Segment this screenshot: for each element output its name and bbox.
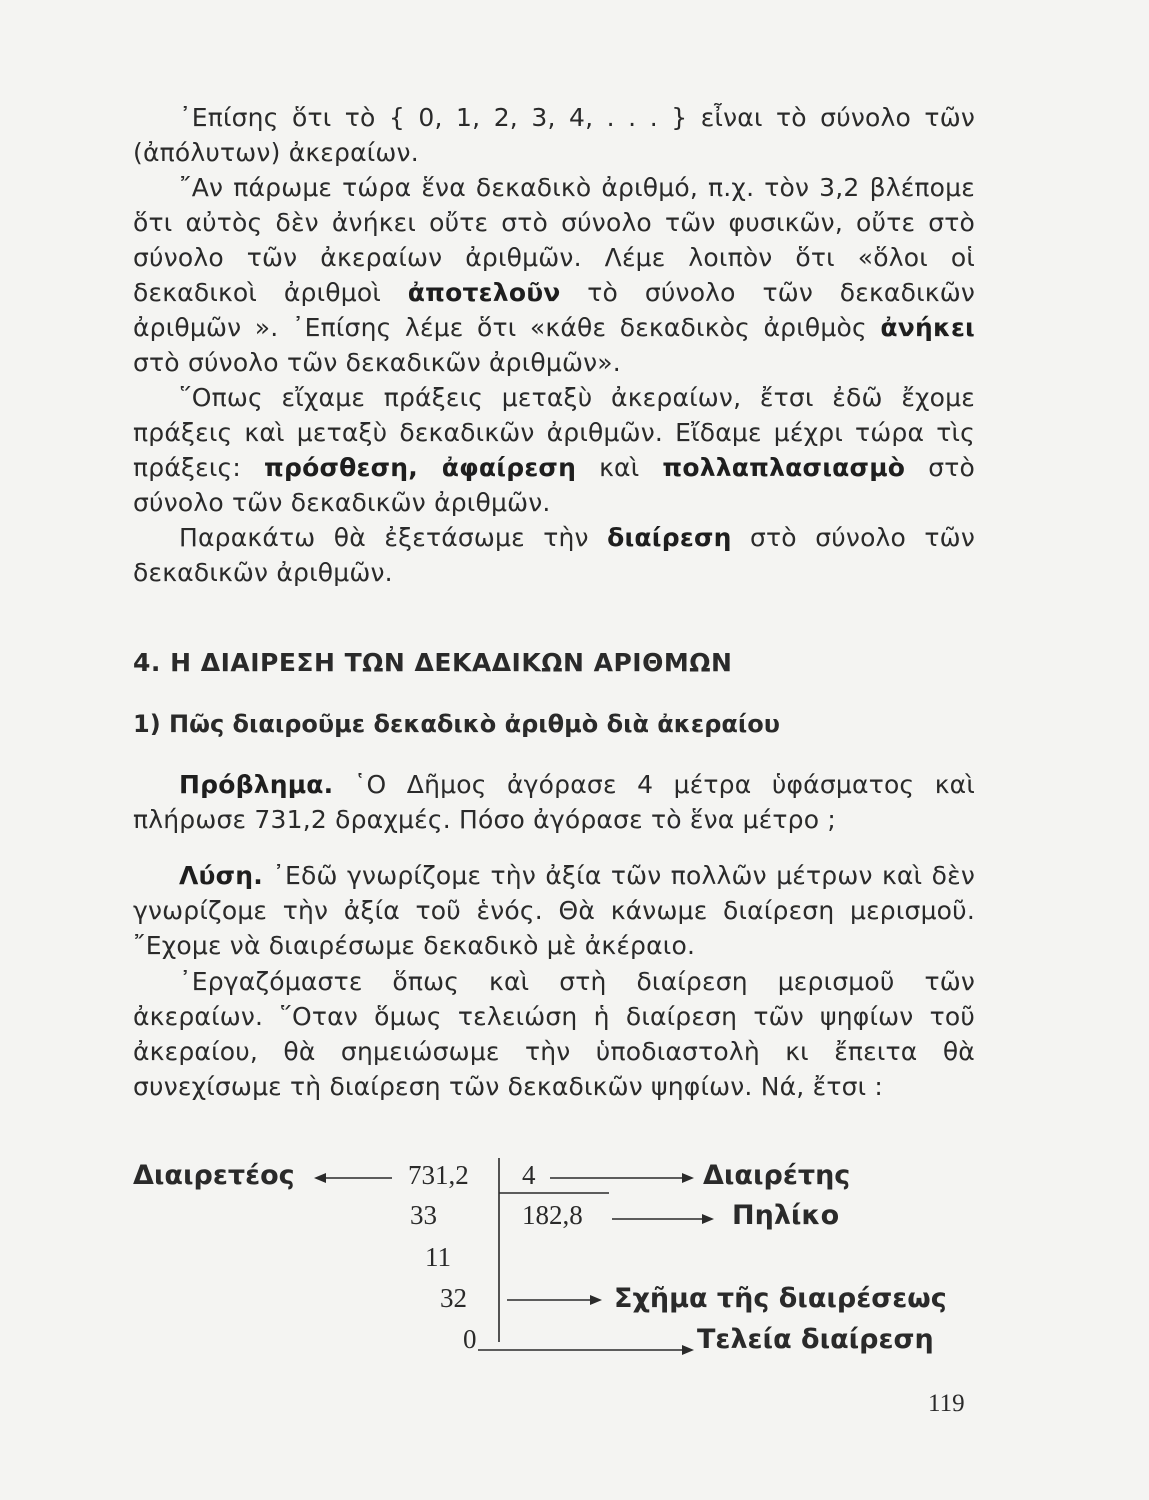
solution-text: ᾿Εδῶ γνωρίζομε τὴν ἀξία τῶν πολλῶν μέτρων καὶ δὲν γνωρίζομε τὴν ἀξία τοῦ ἑνός. Θὰ κάνωμε διαίρεση μερισμοῦ. ῎Εχομε νὰ διαιρέσωμε δεκαδικὸ μὲ ἀκέραιο.	[133, 861, 975, 960]
arrow-exact-division	[478, 1345, 694, 1355]
arrow-dividend	[314, 1173, 392, 1183]
page-number: 119	[928, 1390, 965, 1417]
dividend-label: Διαιρετέος	[133, 1160, 295, 1191]
bold-term-multiplication: πολλαπλασιασμὸ	[662, 453, 906, 482]
remainder-2: 11	[425, 1242, 451, 1272]
scheme-label: Σχῆμα τῆς διαιρέσεως	[614, 1283, 947, 1314]
paragraph-text: ᾿Επίσης ὅτι τὸ { 0, 1, 2, 3, 4, . . . } εἶναι τὸ σύνολο τῶν (ἀπόλυτων) ἀκεραίων.	[133, 103, 975, 167]
arrow-scheme	[507, 1295, 602, 1305]
problem-text: ῾Ο Δῆμος ἀγόρασε 4 μέτρα ὑφάσματος καὶ πλήρωσε 731,2 δραχμές. Πόσο ἀγόρασε τὸ ἕνα μέτρο ;	[133, 770, 975, 834]
paragraph-text: καὶ	[576, 453, 663, 482]
dividend-value: 731,2	[408, 1160, 469, 1190]
exact-division-label: Τελεία διαίρεση	[697, 1324, 934, 1355]
paragraph-text: στὸ σύνολο τῶν δεκαδικῶν ἀριθμῶν.	[133, 453, 975, 517]
quotient-label: Πηλίκο	[732, 1200, 840, 1231]
paragraph-text: Παρακάτω θὰ ἐξετάσωμε τὴν	[179, 523, 608, 552]
remainder-final: 0	[463, 1324, 477, 1354]
subsection-title: 1) Πῶς διαιροῦμε δεκαδικὸ ἀριθμὸ διὰ ἀκεραίου	[133, 710, 780, 738]
method-text: ᾿Εργαζόμαστε ὅπως καὶ στὴ διαίρεση μερισμοῦ τῶν ἀκεραίων. ῞Οταν ὅμως τελειώση ἡ διαίρεση τῶν ψηφίων τοῦ ἀκεραίου, θὰ σημειώσωμε τὴν ὑποδιαστολὴ κι ἔπειτα θὰ συνεχίσωμε τὴ διαίρεση τῶν δεκαδικῶν ψηφίων. Νά, ἔτσι :	[133, 967, 975, 1101]
bold-term-division: διαίρεση	[607, 523, 732, 552]
paragraph-text: ῎Αν πάρωμε τώρα ἕνα δεκαδικὸ ἀριθμό, π.χ. τὸν 3,2 βλέπομε ὅτι αὐτὸς δὲν ἀνήκει οὔτε στὸ σύνολο τῶν φυσικῶν, οὔτε στὸ σύνολο τῶν ἀκεραίων ἀριθμῶν. Λέμε λοιπὸν ὅτι «ὅλοι οἱ δεκαδικοὶ ἀριθμοὶ	[133, 173, 975, 307]
paragraph-text: στὸ σύνολο τῶν δεκαδικῶν ἀριθμῶν».	[133, 348, 621, 377]
bold-term-anikei: ἀνήκει	[880, 313, 975, 342]
section-title: 4. Η ΔΙΑΙΡΕΣΗ ΤΩΝ ΔΕΚΑΔΙΚΩΝ ΑΡΙΘΜΩΝ	[133, 648, 733, 677]
problem-label: Πρόβλημα.	[179, 770, 334, 799]
bold-term-addition-subtraction: πρόσθεση, ἀφαίρεση	[264, 453, 577, 482]
arrow-divisor	[550, 1173, 694, 1183]
remainder-3: 32	[440, 1283, 467, 1313]
remainder-1: 33	[410, 1200, 437, 1230]
quotient-value: 182,8	[522, 1200, 583, 1230]
paragraph-text: στὸ σύνολο τῶν δεκαδικῶν ἀριθμῶν.	[133, 523, 975, 587]
arrow-quotient	[612, 1214, 714, 1224]
bold-term-apotelоun: ἀποτελοῦν	[407, 278, 561, 307]
divisor-label: Διαιρέτης	[703, 1160, 851, 1191]
divisor-value: 4	[522, 1160, 536, 1190]
paragraph-text: τὸ σύνολο τῶν δεκαδικῶν ἀριθμῶν ». ᾿Επίσης λέμε ὅτι «κάθε δεκαδικὸς ἀριθμὸς	[133, 278, 975, 342]
solution-label: Λύση.	[179, 861, 263, 890]
paragraph-text: ῞Οπως εἴχαμε πράξεις μεταξὺ ἀκεραίων, ἔτσι ἐδῶ ἔχομε πράξεις καὶ μεταξὺ δεκαδικῶν ἀριθμῶν. Εἴδαμε μέχρι τώρα τὶς πράξεις:	[133, 383, 975, 482]
